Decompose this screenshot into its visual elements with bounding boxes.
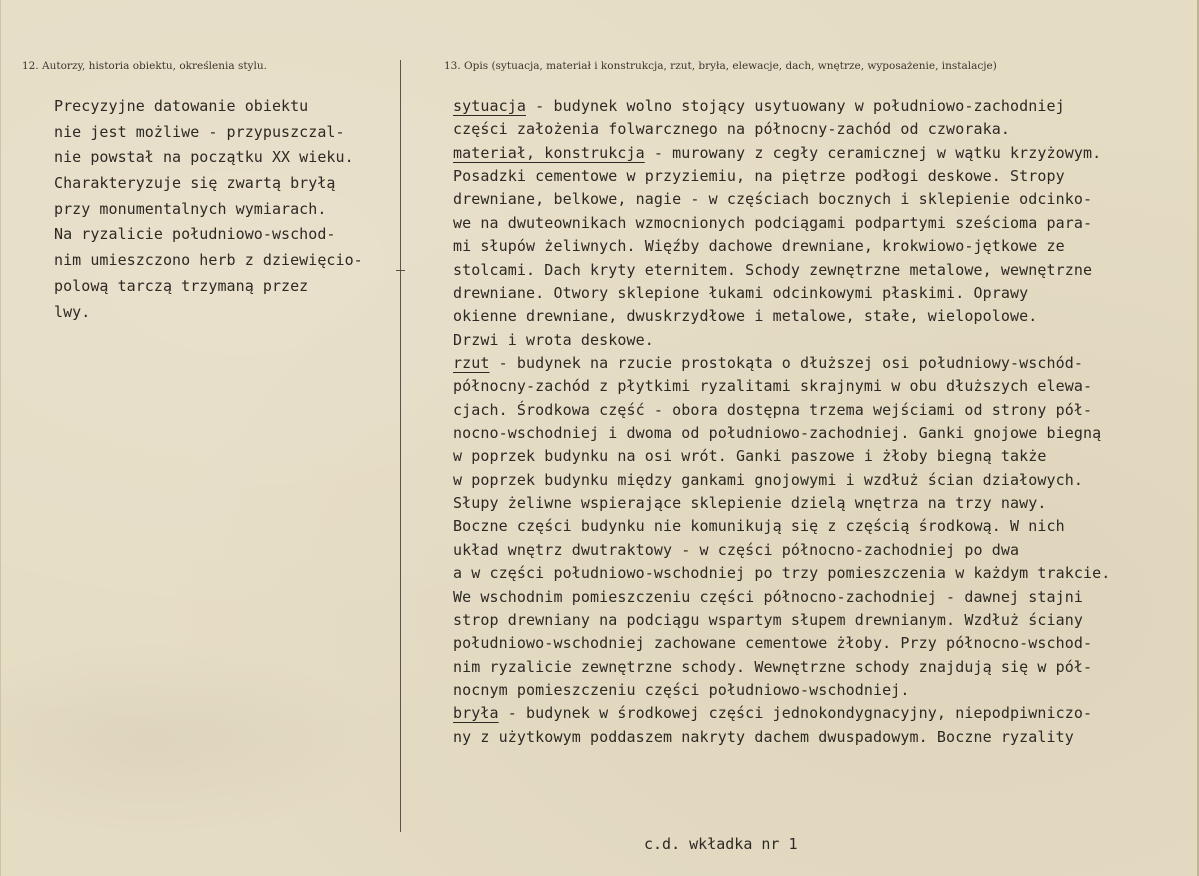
- description-line-text: - murowany z cegły ceramicznej w wątku krzyżowym.: [644, 143, 1102, 162]
- description-line: [453, 445, 1110, 468]
- section-13-header: 13. Opis (sytuacja, materiał i konstrukcja, rzut, bryła, elewacje, dach, wnętrze, wyposażenie, instalacje): [444, 60, 997, 72]
- history-line: nie jest możliwe - przypuszczal-: [54, 122, 345, 141]
- section-keyword: materiał, konstrukcja: [453, 143, 645, 162]
- history-line: nie powstał na początku XX wieku.: [54, 148, 354, 167]
- description-line-text: nocnym pomieszczeniu części południowo-wschodniej.: [453, 680, 910, 699]
- description-line: [453, 142, 1110, 165]
- description-line: [453, 118, 1110, 141]
- description-line-text: Drzwi i wrota deskowe.: [453, 330, 654, 349]
- description-line: [453, 679, 1110, 702]
- description-line: [453, 282, 1110, 305]
- description-line: [453, 562, 1110, 585]
- description-text: [453, 95, 1110, 749]
- description-line: [453, 632, 1110, 655]
- description-line-text: Boczne części budynku nie komunikują się z częścią środkową. W nich: [453, 517, 1065, 536]
- description-line-text: nim ryzalicie zewnętrzne schody. Wewnętrzne schody znajdują się w pół-: [453, 657, 1093, 676]
- description-line: [453, 539, 1110, 562]
- description-line: [453, 212, 1110, 235]
- history-line: Charakteryzuje się zwartą bryłą: [54, 174, 336, 193]
- continuation-note: c.d. wkładka nr 1: [644, 835, 798, 853]
- description-line: [453, 165, 1110, 188]
- description-line: [453, 586, 1110, 609]
- description-line-text: południowo-wschodniej zachowane cementowe żłoby. Przy północno-wschod-: [453, 634, 1093, 653]
- history-line: nim umieszczono herb z dziewięcio-: [54, 251, 363, 270]
- description-line: [453, 259, 1110, 282]
- description-line-text: cjach. Środkowa część - obora dostępna trzema wejściami od strony pół-: [453, 400, 1093, 419]
- paper-stain: [1, 640, 381, 840]
- description-line-text: w poprzek budynku na osi wrót. Ganki paszowe i żłoby biegną także: [453, 447, 1047, 466]
- description-line: [453, 375, 1110, 398]
- description-line: [453, 422, 1110, 445]
- description-line-text: układ wnętrz dwutraktowy - w części północno-zachodniej po dwa: [453, 540, 1020, 559]
- description-line: [453, 726, 1110, 749]
- description-line: [453, 95, 1110, 118]
- description-line: [453, 329, 1110, 352]
- history-line: lwy.: [54, 302, 91, 321]
- description-line-text: strop drewniany na podciągu wspartym słupem drewnianym. Wzdłuż ściany: [453, 610, 1084, 629]
- description-line-text: nocno-wschodniej i dwoma od południowo-zachodniej. Ganki gnojowe biegną: [453, 424, 1102, 443]
- description-line-text: We wschodnim pomieszczeniu części północno-zachodniej - dawnej stajni: [453, 587, 1084, 606]
- description-line-text: a w części południowo-wschodniej po trzy pomieszczenia w każdym trakcie.: [453, 564, 1111, 583]
- description-line: [453, 399, 1110, 422]
- description-line-text: - budynek wolno stojący usytuowany w południowo-zachodniej: [526, 97, 1065, 115]
- description-line-text: ny z użytkowym poddaszem nakryty dachem dwuspadowym. Boczne ryzality: [453, 727, 1074, 746]
- description-line-text: we na dwuteownikach wzmocnionych podciągami podpartymi sześcioma para-: [453, 213, 1093, 232]
- description-line: [453, 656, 1110, 679]
- description-line: [453, 352, 1110, 375]
- description-line: [453, 609, 1110, 632]
- description-line-text: - budynek na rzucie prostokąta o dłuższej osi południowy-wschód-: [489, 353, 1084, 372]
- description-line: [453, 515, 1110, 538]
- description-line-text: w poprzek budynku między gankami gnojowymi i wzdłuż ścian działowych.: [453, 470, 1084, 489]
- description-line-text: Posadzki cementowe w przyziemiu, na piętrze podłogi deskowe. Stropy: [453, 167, 1065, 186]
- description-line-text: okienne drewniane, dwuskrzydłowe i metalowe, stałe, wielopolowe.: [453, 307, 1038, 326]
- history-line: przy monumentalnych wymiarach.: [54, 199, 327, 218]
- history-line: Na ryzalicie południowo-wschod-: [54, 225, 336, 244]
- section-12-header: 12. Autorzy, historia obiektu, określenia stylu.: [22, 60, 267, 72]
- description-line: [453, 305, 1110, 328]
- divider-tick-mark: [396, 270, 405, 271]
- description-line-text: Słupy żeliwne wspierające sklepienie dzielą wnętrza na trzy nawy.: [453, 494, 1047, 513]
- description-line: [453, 235, 1110, 258]
- description-line-text: drewniane. Otwory sklepione łukami odcinkowymi płaskimi. Oprawy: [453, 283, 1029, 302]
- history-text: [54, 94, 363, 325]
- section-keyword: bryła: [453, 704, 499, 723]
- description-line-text: północny-zachód z płytkimi ryzalitami skrajnymi w obu dłuższych elewa-: [453, 377, 1093, 396]
- description-line-text: stolcami. Dach kryty eternitem. Schody zewnętrzne metalowe, wewnętrzne: [453, 260, 1093, 279]
- description-line: [453, 492, 1110, 515]
- section-keyword: sytuacja: [453, 97, 527, 115]
- description-line-text: - budynek w środkowej części jednokondygnacyjny, niepodpiwniczo-: [498, 704, 1093, 723]
- description-line: [453, 188, 1110, 211]
- description-line: [453, 702, 1110, 725]
- description-line: [453, 469, 1110, 492]
- description-line-text: drewniane, belkowe, nagie - w częściach bocznych i sklepienie odcinko-: [453, 190, 1093, 209]
- history-line: Precyzyjne datowanie obiektu: [54, 97, 309, 115]
- history-line: polową tarczą trzymaną przez: [54, 276, 309, 295]
- description-line-text: części założenia folwarcznego na północny-zachód od czworaka.: [453, 120, 1010, 139]
- description-line-text: mi słupów żeliwnych. Więźby dachowe drewniane, krokwiowo-jętkowe ze: [453, 237, 1065, 256]
- section-keyword: rzut: [453, 353, 490, 372]
- column-divider: [400, 60, 401, 832]
